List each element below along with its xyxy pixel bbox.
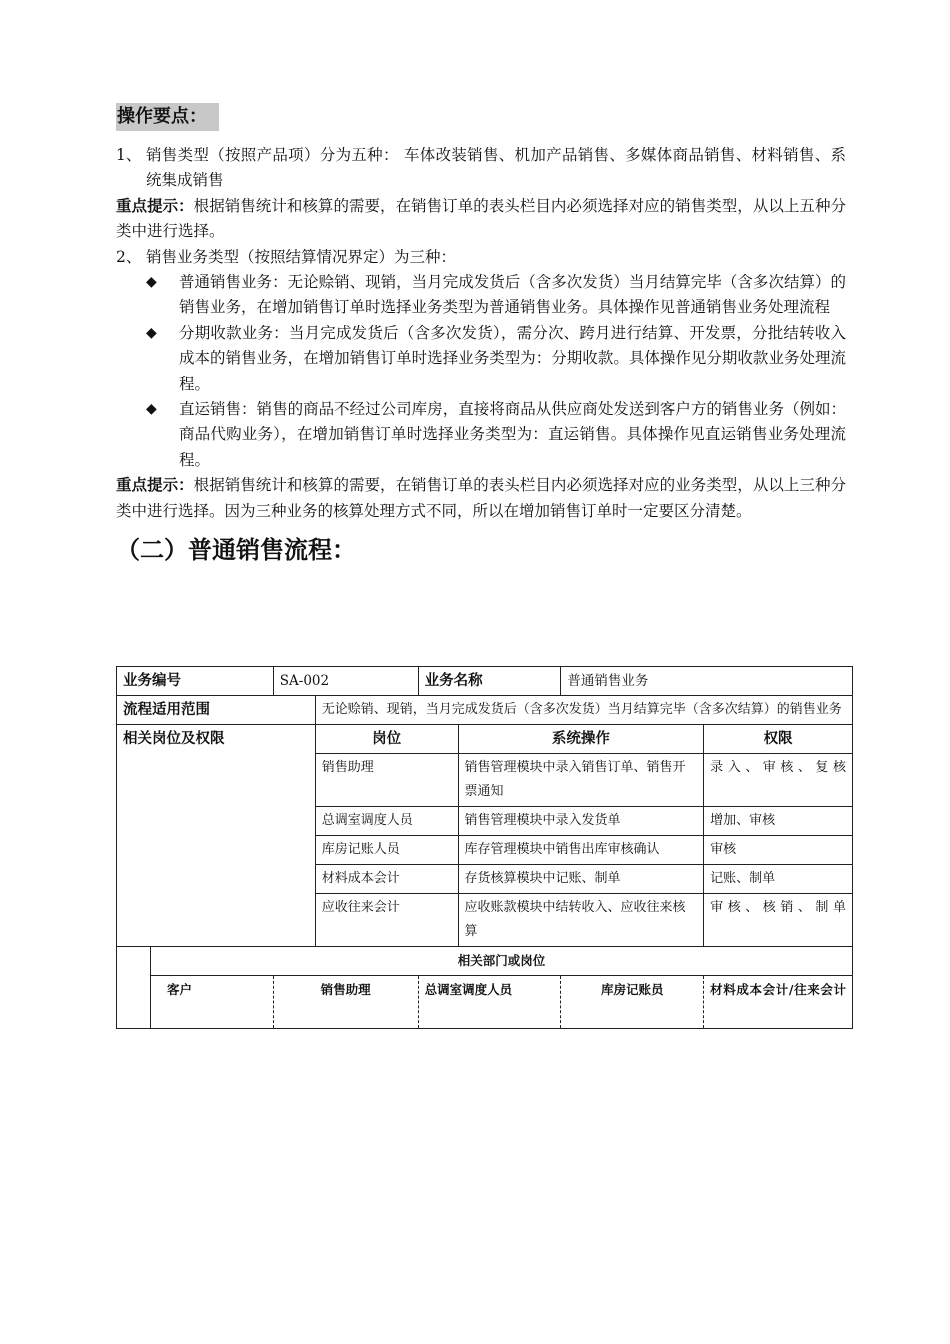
note-label: 重点提示： (116, 196, 194, 215)
bullet-text: 分期收款业务：当月完成发货后（含多次发货），需分次、跨月进行结算、开发票，分批结转收入成本的销售业务，在增加销售订单时选择业务类型为：分期收款。具体操作见分期收款业务处理流程。 (179, 323, 846, 393)
dept-col-accountant: 材料成本会计/往来会计 (704, 976, 853, 1029)
note-label: 重点提示： (116, 476, 194, 495)
table-row (117, 667, 853, 696)
code-value: SA-002 (273, 667, 418, 696)
dept-col-warehouse: 库房记账员 (561, 976, 704, 1029)
list-number: 2、 (116, 247, 142, 266)
note-2 (116, 473, 846, 524)
name-label: 业务名称 (418, 667, 561, 696)
post-cell: 材料成本会计 (315, 865, 458, 894)
op-cell: 存货核算模块中记账、制单 (458, 865, 704, 894)
table-row (117, 696, 853, 725)
op-cell: 销售管理模块中录入发货单 (458, 807, 704, 836)
flow-left-cell (117, 947, 151, 1029)
roles-label: 相关岗位及权限 (117, 725, 316, 947)
list-text: 销售类型（按照产品项）分为五种： 车体改装销售、机加产品销售、多媒体商品销售、材料销售、系统集成销售 (146, 146, 846, 190)
perm-cell: 增加、审核 (704, 807, 853, 836)
document-body (116, 103, 846, 570)
perm-cell: 记账、制单 (704, 865, 853, 894)
bullet-item (116, 321, 846, 397)
op-cell: 销售管理模块中录入销售订单、销售开票通知 (458, 754, 704, 807)
dept-col-sales-assistant: 销售助理 (273, 976, 418, 1029)
dept-col-customer: 客户 (150, 976, 273, 1029)
diamond-bullet-icon: ◆ (146, 401, 157, 418)
bullet-item (116, 397, 846, 473)
col-op: 系统操作 (458, 725, 704, 754)
post-cell: 总调室调度人员 (315, 807, 458, 836)
op-cell: 库存管理模块中销售出库审核确认 (458, 836, 704, 865)
list-item-2 (116, 245, 846, 270)
perm-cell: 审核 (704, 836, 853, 865)
perm-cell: 审核、核销、制单 (704, 894, 853, 947)
list-number: 1、 (116, 146, 142, 164)
scope-value: 无论赊销、现销，当月完成发货后（含多次发货）当月结算完毕（含多次结算）的销售业务 (315, 696, 852, 725)
bullet-item (116, 270, 846, 321)
post-cell: 库房记账人员 (315, 836, 458, 865)
post-cell: 应收往来会计 (315, 894, 458, 947)
note-text: 根据销售统计和核算的需要，在销售订单的表头栏目内必须选择对应的销售类型，从以上五种分类中进行选择。 (116, 196, 846, 241)
section-title: （二）普通销售流程： (116, 536, 356, 565)
table-row (117, 976, 853, 1029)
heading-key-points: 操作要点： (116, 103, 219, 131)
scope-label: 流程适用范围 (117, 696, 316, 725)
note-1 (116, 194, 846, 245)
table-row (117, 725, 853, 754)
post-cell: 销售助理 (315, 754, 458, 807)
bullet-text: 普通销售业务：无论赊销、现销，当月完成发货后（含多次发货）当月结算完毕（含多次结算）的销售业务，在增加销售订单时选择业务类型为普通销售业务。具体操作见普通销售业务处理流程 (179, 273, 846, 317)
list-item-1 (116, 143, 846, 194)
op-cell: 应收账款模块中结转收入、应收往来核算 (458, 894, 704, 947)
code-label: 业务编号 (117, 667, 274, 696)
col-post: 岗位 (315, 725, 458, 754)
col-perm: 权限 (704, 725, 853, 754)
diamond-bullet-icon: ◆ (146, 324, 157, 341)
name-value: 普通销售业务 (561, 667, 853, 696)
process-table (116, 666, 853, 1029)
dept-header: 相关部门或岗位 (150, 947, 852, 976)
perm-cell: 录入、审核、复核 (704, 754, 853, 807)
note-text: 根据销售统计和核算的需要，在销售订单的表头栏目内必须选择对应的业务类型，从以上三种分类中进行选择。因为三种业务的核算处理方式不同，所以在增加销售订单时一定要区分清楚。 (116, 476, 846, 520)
dept-col-dispatcher: 总调室调度人员 (418, 976, 561, 1029)
table-row (117, 947, 853, 976)
list-text: 销售业务类型（按照结算情况界定）为三种： (146, 247, 457, 266)
bullet-text: 直运销售：销售的商品不经过公司库房，直接将商品从供应商处发送到客户方的销售业务（例如：商品代购业务），在增加销售订单时选择业务类型为：直运销售。具体操作见直运销售业务处理流程。 (179, 400, 846, 469)
diamond-bullet-icon: ◆ (146, 274, 157, 291)
